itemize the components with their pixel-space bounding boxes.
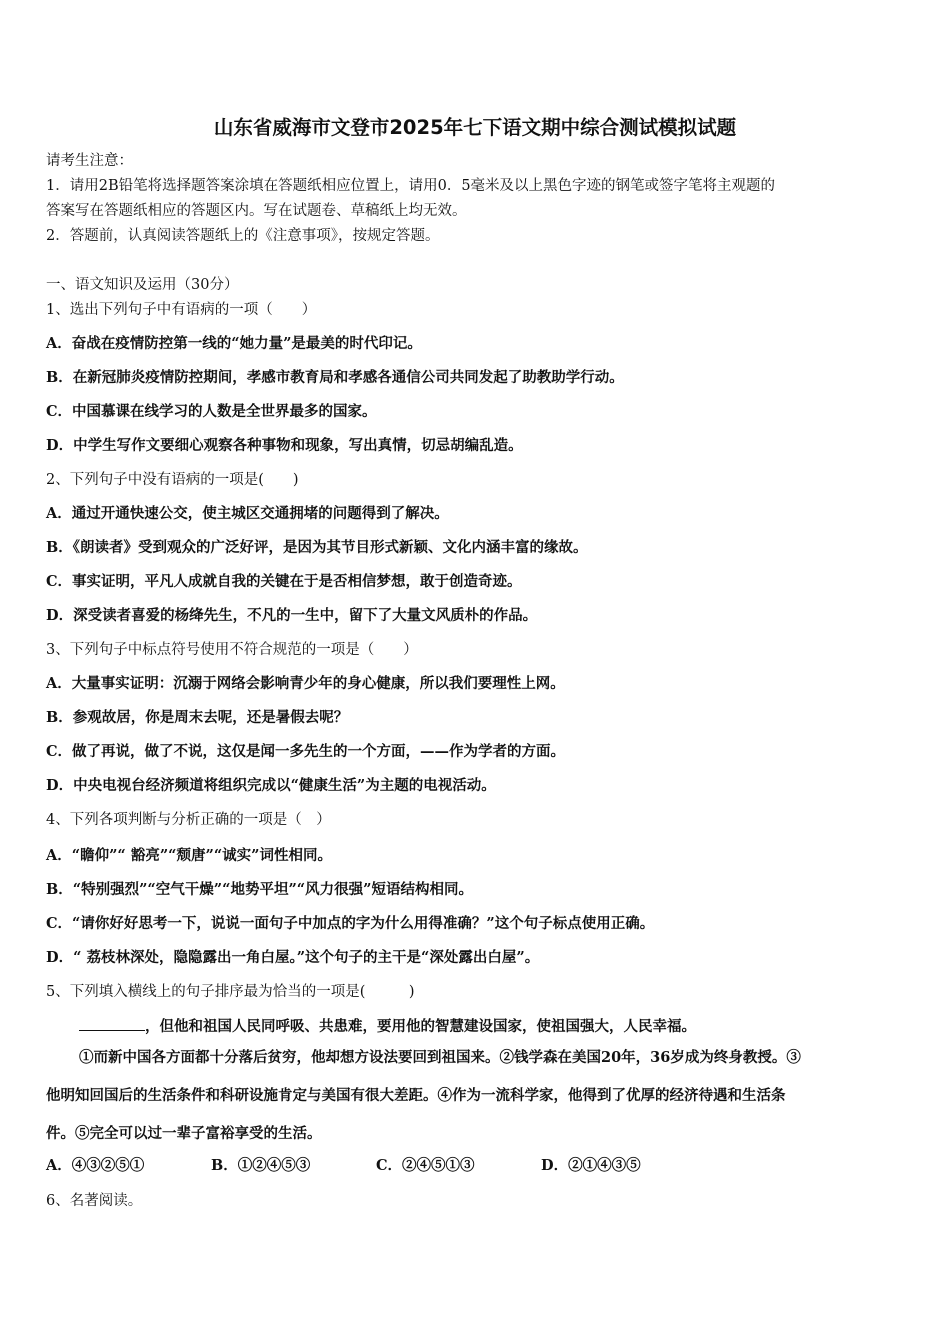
- q4-option-c: C．“请你好好思考一下，说说一面句子中加点的字为什么用得准确？”这个句子标点使用正确。: [46, 915, 655, 932]
- q2-option-a: A．通过开通快速公交，使主城区交通拥堵的问题得到了解决。: [46, 505, 449, 522]
- q3-option-c: C．做了再说，做了不说，这仅是闻一多先生的一个方面，——作为学者的方面。: [46, 743, 566, 760]
- q5-blank-sentence: [79, 1016, 696, 1037]
- q4-option-a: A．“瞻仰”“ 豁亮”“颓唐”“诚实”词性相同。: [46, 847, 333, 864]
- page-title: 山东省威海市文登市2025年七下语文期中综合测试模拟试题: [213, 116, 737, 139]
- q1-option-b: B．在新冠肺炎疫情防控期间，孝感市教育局和孝感各通信公司共同发起了助教助学行动。: [46, 369, 624, 386]
- notice-item-1b: 答案写在答题纸相应的答题区内。写在试题卷、草稿纸上均无效。: [46, 203, 467, 219]
- q4-option-d: D．“ 荔枝林深处，隐隐露出一角白屋。”这个句子的主干是“深处露出白屋”。: [46, 949, 540, 966]
- answer-blank: [79, 1016, 145, 1031]
- q5-paragraph-line-1: ①而新中国各方面都十分落后贫穷，他却想方设法要回到祖国来。②钱学森在美国20年，36岁成为终身教授。③: [79, 1049, 801, 1066]
- q1-option-a: A．奋战在疫情防控第一线的“她力量”是最美的时代印记。: [46, 335, 422, 352]
- q5-paragraph-line-3: 件。⑤完全可以过一辈子富裕享受的生活。: [46, 1125, 322, 1142]
- q3-option-b: B．参观故居，你是周末去呢，还是暑假去呢？: [46, 709, 349, 726]
- q1-stem: 1、选出下列句子中有语病的一项（ ）: [46, 302, 317, 318]
- q2-option-c: C．事实证明，平凡人成就自我的关键在于是否相信梦想，敢于创造奇迹。: [46, 573, 522, 590]
- q5-option-d: D．②①④③⑤: [541, 1157, 641, 1174]
- q2-option-d: D．深受读者喜爱的杨绛先生，不凡的一生中，留下了大量文风质朴的作品。: [46, 607, 538, 624]
- q5-paragraph-line-2: 他明知回国后的生活条件和科研设施肯定与美国有很大差距。④作为一流科学家，他得到了优厚的经济待遇和生活条: [46, 1087, 786, 1104]
- q2-option-b: B．《朗读者》受到观众的广泛好评，是因为其节目形式新颖、文化内涵丰富的缘故。: [46, 539, 588, 556]
- q1-option-d: D．中学生写作文要细心观察各种事物和现象，写出真情，切忌胡编乱造。: [46, 437, 523, 454]
- q5-blank-text: ，但他和祖国人民同呼吸、共患难，要用他的智慧建设国家，使祖国强大，人民幸福。: [145, 1018, 696, 1035]
- q2-stem: 2、下列句子中没有语病的一项是( ): [46, 472, 299, 488]
- q1-option-c: C．中国慕课在线学习的人数是全世界最多的国家。: [46, 403, 377, 420]
- q5-option-c: C．②④⑤①③: [376, 1157, 475, 1174]
- q3-stem: 3、下列句子中标点符号使用不符合规范的一项是（ ）: [46, 642, 418, 658]
- notice-item-1a: 1．请用2B铅笔将选择题答案涂填在答题纸相应位置上，请用0．5毫米及以上黑色字迹的钢笔或签字笔将主观题的: [46, 178, 776, 194]
- q3-option-a: A．大量事实证明：沉溺于网络会影响青少年的身心健康，所以我们要理性上网。: [46, 675, 565, 692]
- q3-option-d: D．中央电视台经济频道将组织完成以“健康生活”为主题的电视活动。: [46, 777, 496, 794]
- q5-stem: 5、下列填入横线上的句子排序最为恰当的一项是( ): [46, 984, 415, 1000]
- notice-heading: 请考生注意：: [46, 153, 133, 169]
- notice-item-2: 2．答题前，认真阅读答题纸上的《注意事项》，按规定答题。: [46, 228, 440, 244]
- q4-stem: 4、下列各项判断与分析正确的一项是（ ）: [46, 812, 331, 828]
- q5-option-a: A．④③②⑤①: [46, 1157, 145, 1174]
- q4-option-b: B．“特别强烈”“空气干燥”“地势平坦”“风力很强”短语结构相同。: [46, 881, 473, 898]
- q5-option-b: B．①②④⑤③: [211, 1157, 311, 1174]
- q6-stem: 6、名著阅读。: [46, 1193, 143, 1209]
- section-heading: 一、语文知识及运用（30分）: [46, 277, 239, 293]
